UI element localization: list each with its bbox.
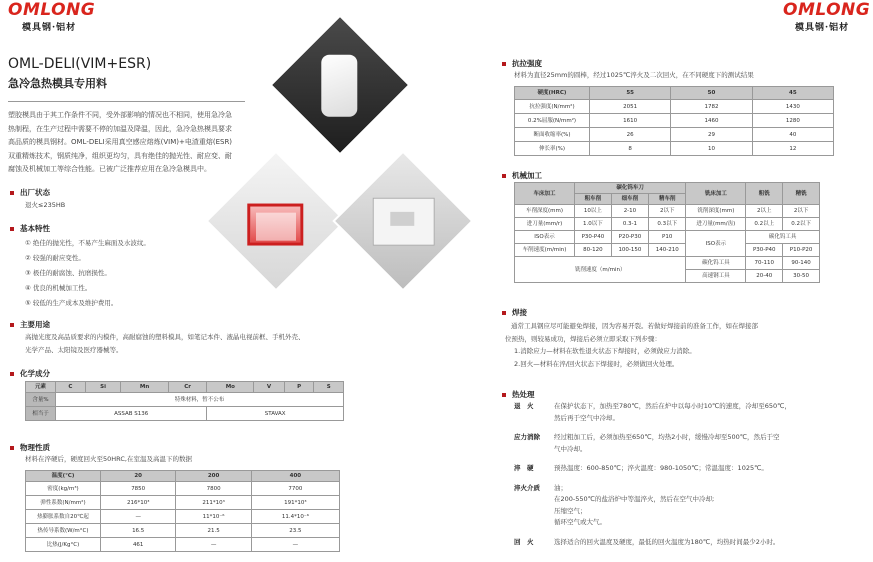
tensile-cell: 10 xyxy=(671,142,752,156)
machining-cell: P30-P40 xyxy=(746,244,783,257)
tensile-note: 材料为直径25mm的圆棒，经过1025℃淬火及二次回火，在不同硬度下的测试结果 xyxy=(514,71,754,79)
physical-cell: 热传导系数(W/m°C) xyxy=(26,524,101,538)
machining-cell: P10-P20 xyxy=(783,244,820,257)
machining-cell: P30-P40 xyxy=(575,231,612,244)
physical-cell: 23.5 xyxy=(251,524,339,538)
bullet-square-icon xyxy=(10,446,14,450)
physical-row xyxy=(26,524,340,538)
heat-key: 退 火 xyxy=(514,402,534,410)
machining-header-row xyxy=(515,183,820,194)
tensile-cell: 0.2%屈服(N/mm²) xyxy=(515,114,590,128)
tensile-row xyxy=(515,100,834,114)
intro-paragraph xyxy=(8,109,278,177)
intro-line: 热制程，在生产过程中需要不停的加温及降温，因此，急冷急热模具要求 xyxy=(8,124,232,133)
brand-sub-left: 模具钢·铝材 xyxy=(22,23,77,33)
bullet-square-icon xyxy=(10,323,14,327)
physical-cell: 216*10³ xyxy=(101,496,176,510)
physical-cell: 7800 xyxy=(176,482,251,496)
machining-row xyxy=(515,205,820,218)
physical-cell: 16.5 xyxy=(101,524,176,538)
machining-header: 车床加工 xyxy=(515,183,575,205)
physical-header: 温度(℃) xyxy=(26,471,101,482)
machining-row xyxy=(515,257,820,270)
tensile-cell: 26 xyxy=(590,128,671,142)
chem-table xyxy=(25,381,344,421)
machining-header: 碳化钨车刀 xyxy=(575,183,686,194)
machining-cell: ISO表示 xyxy=(686,231,746,257)
usage-line: 高抛光度及高品质要求的内模件，高耐腐蚀的塑料模具，如笔记本件、液晶电视前框、手机外壳、 xyxy=(25,333,305,341)
physical-row xyxy=(26,538,340,552)
section-features-heading xyxy=(10,223,50,234)
heat-key: 应力消除 xyxy=(514,433,540,441)
page-subtitle: 急冷急热模具专用料 xyxy=(8,77,107,90)
heading-text: 化学成分 xyxy=(20,369,50,378)
tensile-cell: 1610 xyxy=(590,114,671,128)
section-physical-heading xyxy=(10,442,50,453)
bullet-square-icon xyxy=(10,372,14,376)
machining-row xyxy=(515,218,820,231)
feature-item: ② 较强的耐应变性。 xyxy=(25,254,85,262)
tensile-cell: 1280 xyxy=(752,114,833,128)
brand-logo-left: OMLONG xyxy=(8,0,96,20)
tensile-cell: 抗拉强度(N/mm²) xyxy=(515,100,590,114)
brand-logo-right: OMLONG xyxy=(783,0,871,20)
physical-cell: — xyxy=(176,538,251,552)
bullet-square-icon xyxy=(502,174,506,178)
chem-element: S xyxy=(314,382,344,393)
bullet-square-icon xyxy=(502,393,506,397)
machining-cell: 2以下 xyxy=(649,205,686,218)
bullet-square-icon xyxy=(502,62,506,66)
delivery-text: 退火≤235HB xyxy=(25,201,66,209)
intro-line: 双重精炼技术，钢质纯净，组织更均匀，具有绝佳的抛光性、耐应变、耐 xyxy=(8,151,232,160)
heat-item-tempering xyxy=(514,537,859,549)
section-machining-heading xyxy=(502,170,542,181)
bullet-square-icon xyxy=(502,311,506,315)
machining-cell: 铣削速度（m/min） xyxy=(515,257,686,283)
welding-line: 1.消除应力—材料在软性退火状态下焊接时，必须做应力消除。 xyxy=(514,347,696,355)
section-delivery-heading xyxy=(10,187,50,198)
tensile-row xyxy=(515,114,834,128)
brand-sub-right: 模具钢·铝材 xyxy=(795,23,850,33)
heat-value: 油； xyxy=(554,483,567,492)
physical-note: 材料在淬硬后，硬度回火至50HRC,在室温及高温下的数据 xyxy=(25,455,192,463)
tensile-header: 50 xyxy=(671,87,752,100)
chem-element: C xyxy=(56,382,86,393)
physical-cell: 弹性系数(N/mm²) xyxy=(26,496,101,510)
welding-line: 通常工具钢应尽可能避免焊接，因为容易开裂。若做好焊接前的准备工作，如在焊接部 xyxy=(511,322,758,330)
tensile-header-row xyxy=(515,87,834,100)
tensile-header: 55 xyxy=(590,87,671,100)
section-usage-heading xyxy=(10,319,50,330)
physical-cell: 461 xyxy=(101,538,176,552)
physical-cell: — xyxy=(251,538,339,552)
chem-element: Mn xyxy=(121,382,168,393)
chem-label: 相当于 xyxy=(26,407,56,421)
chem-element: Mo xyxy=(207,382,254,393)
heat-value: 循环空气或大气。 xyxy=(554,518,606,526)
machining-cell: 车削深度(mm) xyxy=(515,205,575,218)
machining-cell: 1.0以下 xyxy=(575,218,612,231)
tensile-header: 45 xyxy=(752,87,833,100)
machining-cell: 车削速度(m/min) xyxy=(515,244,575,257)
physical-cell: 191*10³ xyxy=(251,496,339,510)
machining-cell: ISO表示 xyxy=(515,231,575,244)
section-tensile-heading xyxy=(502,58,542,69)
physical-cell: 热膨胀系数自20℃起 xyxy=(26,510,101,524)
heat-item-stress-relief xyxy=(514,432,859,455)
machining-cell: 140-210 xyxy=(649,244,686,257)
bullet-square-icon xyxy=(10,191,14,195)
chem-element: Si xyxy=(85,382,121,393)
machining-cell: 30-50 xyxy=(783,270,820,283)
machining-header: 粗车削 xyxy=(575,194,612,205)
intro-line: 塑胶模具由于其工作条件不同，受外部影响的情况也不相同，使用急冷急 xyxy=(8,111,232,119)
machining-cell: 铣削深度(mm) xyxy=(686,205,746,218)
tensile-cell: 40 xyxy=(752,128,833,142)
features-list xyxy=(25,236,150,311)
intro-line: 腐蚀及机械加工等综合性能。已被广泛推荐应用在急冷急模具中。 xyxy=(8,165,211,173)
machining-cell: 90-140 xyxy=(783,257,820,270)
machining-header: 精车削 xyxy=(649,194,686,205)
chem-row-elements xyxy=(26,382,344,393)
heat-list xyxy=(514,401,859,548)
feature-item: ⑤ 较低的生产成本及维护费用。 xyxy=(25,299,118,307)
page-title: OML-DELI(VIM+ESR) xyxy=(8,56,152,72)
machining-cell: 0.3以下 xyxy=(649,218,686,231)
machining-header: 细车削 xyxy=(611,194,648,205)
welding-text xyxy=(505,320,758,370)
tensile-cell: 1460 xyxy=(671,114,752,128)
tensile-cell: 断面收缩率(%) xyxy=(515,128,590,142)
physical-row xyxy=(26,496,340,510)
physical-cell: 7850 xyxy=(101,482,176,496)
machining-cell: 2-10 xyxy=(611,205,648,218)
heading-text: 出厂状态 xyxy=(20,188,50,197)
tensile-cell: 12 xyxy=(752,142,833,156)
physical-cell: 211*10³ xyxy=(176,496,251,510)
physical-cell: 11*10⁻⁶ xyxy=(176,510,251,524)
heat-value: 气中冷却。 xyxy=(554,444,587,453)
chem-label: 元素 xyxy=(26,382,56,393)
machining-cell: 10以上 xyxy=(575,205,612,218)
bullet-square-icon xyxy=(10,227,14,231)
heat-value: 经过粗加工后，必须加热至650℃，均热2小时，缓慢冷却至500℃，然后于空 xyxy=(554,433,780,441)
welding-line: 位预热，则较易成功，焊接后必须立即采取下列步骤： xyxy=(505,334,661,343)
chem-row-content xyxy=(26,393,344,407)
machining-header: 粗铣 xyxy=(746,183,783,205)
chem-element: Cr xyxy=(168,382,207,393)
tensile-cell: 1430 xyxy=(752,100,833,114)
chem-row-equiv xyxy=(26,407,344,421)
section-chem-heading xyxy=(10,368,50,379)
tensile-cell: 29 xyxy=(671,128,752,142)
chem-element: P xyxy=(284,382,314,393)
heat-item-annealing xyxy=(514,401,859,424)
tensile-table xyxy=(514,86,834,156)
section-heat-heading xyxy=(502,389,535,400)
machining-row xyxy=(515,231,820,244)
heading-text: 主要用途 xyxy=(20,320,50,329)
machining-cell: 20-40 xyxy=(746,270,783,283)
machining-cell: 100-150 xyxy=(611,244,648,257)
tensile-row xyxy=(515,128,834,142)
physical-cell: 7700 xyxy=(251,482,339,496)
tensile-row xyxy=(515,142,834,156)
machining-header: 铣床加工 xyxy=(686,183,746,205)
machining-cell: 2以上 xyxy=(746,205,783,218)
welding-line: 2.回火—材料在淬/回火状态下焊接时，必须做回火处理。 xyxy=(514,359,679,368)
tensile-cell: 2051 xyxy=(590,100,671,114)
machining-cell: 0.3-1 xyxy=(611,218,648,231)
physical-cell: 11.4*10⁻⁶ xyxy=(251,510,339,524)
physical-header: 200 xyxy=(176,471,251,482)
physical-table xyxy=(25,470,340,552)
usage-text xyxy=(25,331,305,357)
feature-item: ④ 优良的机械加工性。 xyxy=(25,284,92,292)
physical-header: 400 xyxy=(251,471,339,482)
machining-cell: P10 xyxy=(649,231,686,244)
machining-cell: 高速钢工具 xyxy=(686,270,746,283)
machining-cell: P20-P30 xyxy=(611,231,648,244)
heat-value: 预热温度：600-850℃；淬火温度：980-1050℃；常温温度：1025℃。 xyxy=(554,464,768,472)
machining-cell: 进刀量(mm/齿) xyxy=(686,218,746,231)
physical-header-row xyxy=(26,471,340,482)
heat-key: 淬火介质 xyxy=(514,483,540,492)
physical-row xyxy=(26,482,340,496)
feature-item: ③ 极佳的耐腐蚀、抗磨损性。 xyxy=(25,269,111,277)
heading-text: 热处理 xyxy=(512,390,535,399)
machining-cell: 80-120 xyxy=(575,244,612,257)
heat-value: 然后再于空气中冷却。 xyxy=(554,413,619,422)
machining-row xyxy=(515,244,820,257)
tensile-cell: 1782 xyxy=(671,100,752,114)
heading-text: 抗拉强度 xyxy=(512,59,542,68)
feature-item: ① 绝佳的抛光性，不易产生麻面及水波纹。 xyxy=(25,239,150,247)
tensile-header: 硬度(HRC) xyxy=(515,87,590,100)
machining-cell: 进刀量(mm/r) xyxy=(515,218,575,231)
intro-line: 高品质的模具钢材。OML-DELI采用真空感应熔炼(VIM)+电渣重熔(ESR) xyxy=(8,138,233,146)
physical-header: 20 xyxy=(101,471,176,482)
machining-cell: 碳化钨工具 xyxy=(686,257,746,270)
title-divider xyxy=(8,101,245,102)
physical-cell: 比热(J/Kg°C) xyxy=(26,538,101,552)
chem-equiv: STAVAX xyxy=(207,407,344,421)
physical-cell: 密度(kg/m³) xyxy=(26,482,101,496)
heat-value: 选择适合的回火温度及硬度，最低的回火温度为180℃，均热时间最少2小时。 xyxy=(554,537,780,546)
chem-equiv: ASSAB S136 xyxy=(56,407,207,421)
tensile-cell: 伸长率(%) xyxy=(515,142,590,156)
heat-item-quench-media xyxy=(514,483,859,529)
chem-element: V xyxy=(254,382,284,393)
heat-key: 回 火 xyxy=(514,537,534,546)
machining-cell: 0.2以下 xyxy=(783,218,820,231)
heat-value: 在200-550℃的盐浴炉中等温淬火，然后在空气中冷却; xyxy=(554,495,715,503)
chem-content: 特殊材料，暂不公布 xyxy=(56,393,344,407)
heat-item-hardening xyxy=(514,463,859,475)
machining-table xyxy=(514,182,820,283)
physical-cell: 21.5 xyxy=(176,524,251,538)
machining-cell: 碳化钨工具 xyxy=(746,231,820,244)
heat-value: 压缩空气； xyxy=(554,506,587,515)
machining-cell: 0.2以上 xyxy=(746,218,783,231)
heading-text: 基本特性 xyxy=(20,224,50,233)
machining-header: 精铣 xyxy=(783,183,820,205)
chem-label: 含量% xyxy=(26,393,56,407)
heat-value: 在保护状态下，加热至780℃，然后在炉中以每小时10℃的速度，冷却至650℃， xyxy=(554,402,791,410)
physical-row xyxy=(26,510,340,524)
heading-text: 焊接 xyxy=(512,308,527,317)
molded-part-image xyxy=(332,150,473,291)
phone-case-image xyxy=(269,14,410,155)
machining-cell: 70-110 xyxy=(746,257,783,270)
heat-key: 淬 硬 xyxy=(514,464,534,472)
machining-cell: 2以下 xyxy=(783,205,820,218)
physical-cell: — xyxy=(101,510,176,524)
tensile-cell: 8 xyxy=(590,142,671,156)
usage-line: 光学产品、太阳镜及医疗器械等。 xyxy=(25,346,123,354)
section-welding-heading xyxy=(502,307,527,318)
heading-text: 物理性质 xyxy=(20,443,50,452)
heading-text: 机械加工 xyxy=(512,171,542,180)
